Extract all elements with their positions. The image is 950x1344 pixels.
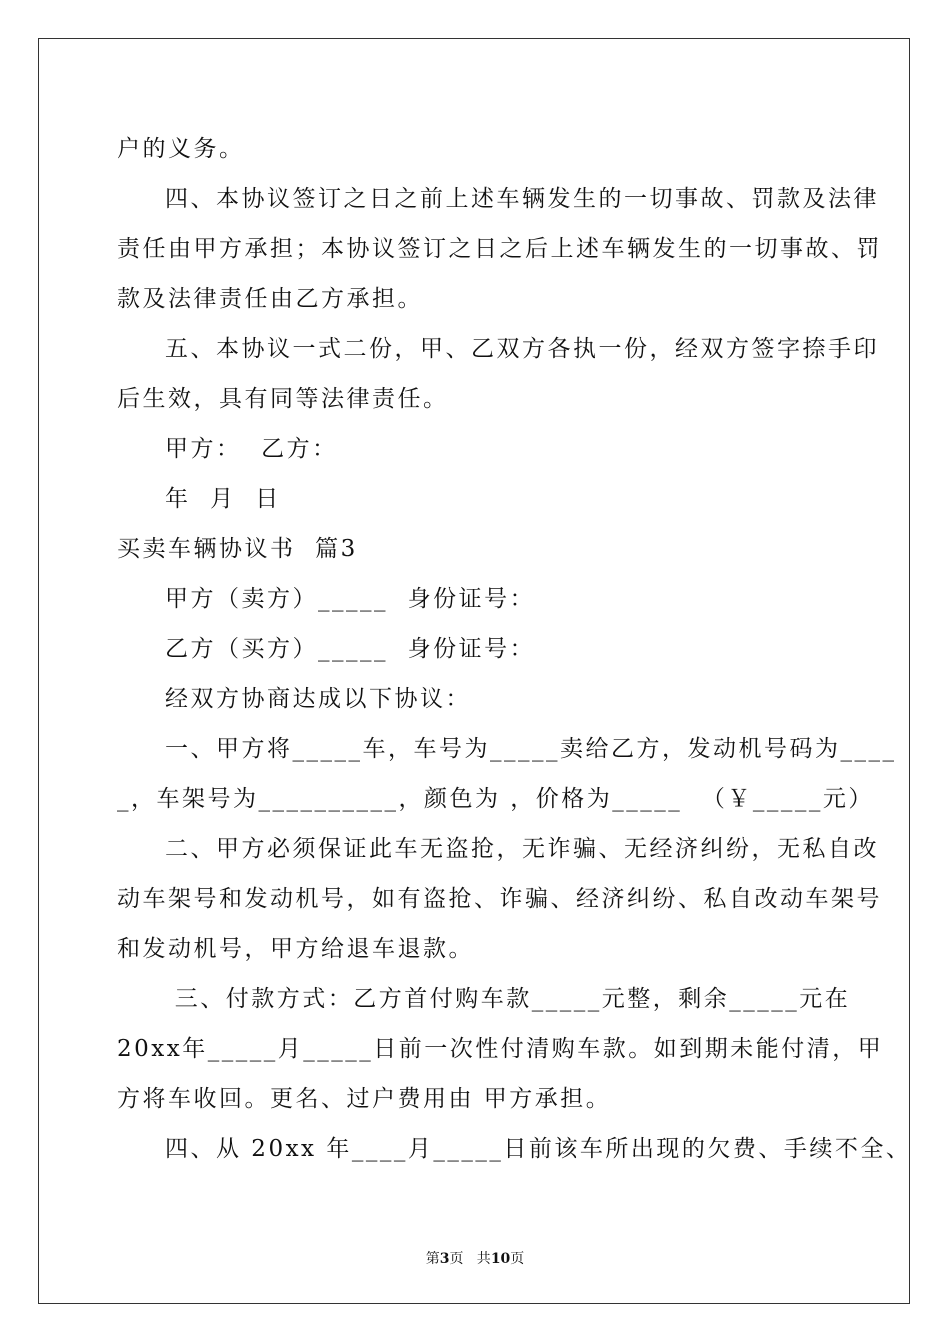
footer-middle: 页 共 xyxy=(449,1251,491,1267)
paragraph-line: 动车架号和发动机号，如有盗抢、诈骗、经济纠纷、私自改动车架号 xyxy=(117,886,882,912)
paragraph-line: _，车架号为__________，颜色为 ，价格为_____ （￥_____元） xyxy=(117,786,874,812)
date-line: 年 月 日 xyxy=(165,486,281,512)
section-title: 买卖车辆协议书 篇3 xyxy=(117,536,358,562)
paragraph-line: 一、甲方将_____车，车号为_____卖给乙方，发动机号码为____ xyxy=(165,736,897,762)
total-pages-number: 10 xyxy=(490,1251,511,1267)
footer-prefix: 第 xyxy=(425,1251,440,1267)
current-page-number: 3 xyxy=(439,1251,450,1267)
paragraph-line: 二、甲方必须保证此车无盗抢，无诈骗、无经济纠纷，无私自改 xyxy=(165,836,879,862)
page-border xyxy=(38,38,910,1304)
paragraph-line: 后生效，具有同等法律责任。 xyxy=(117,386,449,412)
signature-line: 甲方： 乙方： xyxy=(165,436,338,462)
party-a-line: 甲方（卖方）_____ 身份证号： xyxy=(165,586,536,612)
paragraph-line: 责任由甲方承担；本协议签订之日之后上述车辆发生的一切事故、罚 xyxy=(117,236,882,262)
footer-suffix: 页 xyxy=(510,1251,525,1267)
page-footer xyxy=(0,1248,950,1268)
paragraph-line: 20xx年_____月_____日前一次性付清购车款。如到期未能付清，甲 xyxy=(117,1036,884,1062)
paragraph-line: 经双方协商达成以下协议： xyxy=(165,686,471,712)
paragraph-line: 款及法律责任由乙方承担。 xyxy=(117,286,423,312)
paragraph-line: 五、本协议一式二份，甲、乙双方各执一份，经双方签字捺手印 xyxy=(165,336,879,362)
paragraph-line: 三、付款方式：乙方首付购车款_____元整，剩余_____元在 xyxy=(165,986,851,1012)
paragraph-line: 四、从 20xx 年____月_____日前该车所出现的欠费、手续不全、 xyxy=(165,1136,912,1162)
paragraph-line: 和发动机号，甲方给退车退款。 xyxy=(117,936,474,962)
paragraph-line: 户的义务。 xyxy=(117,136,245,162)
paragraph-line: 四、本协议签订之日之前上述车辆发生的一切事故、罚款及法律 xyxy=(165,186,879,212)
paragraph-line: 方将车收回。更名、过户费用由 甲方承担。 xyxy=(117,1086,612,1112)
party-b-line: 乙方（买方）_____ 身份证号： xyxy=(165,636,536,662)
